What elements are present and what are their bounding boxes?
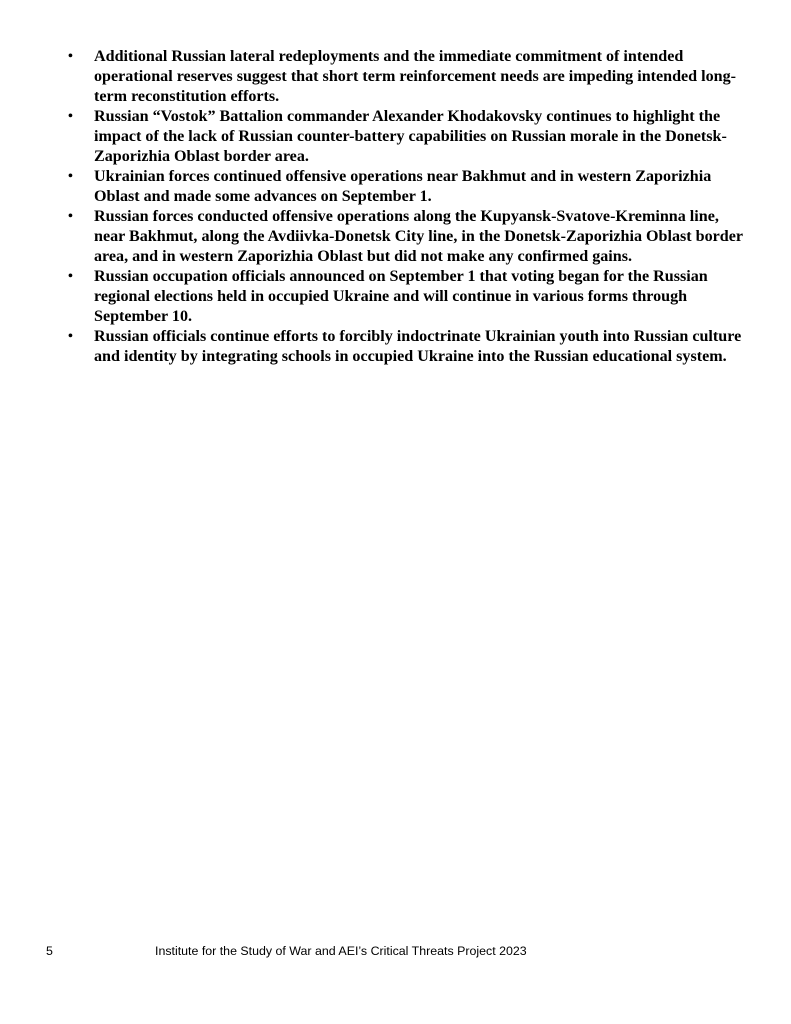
bullet-icon: • bbox=[68, 169, 73, 184]
list-item bbox=[66, 327, 746, 367]
list-item bbox=[66, 267, 746, 327]
page-footer bbox=[0, 943, 791, 963]
list-item bbox=[66, 167, 746, 207]
list-item bbox=[66, 107, 746, 167]
bullet-icon: • bbox=[68, 329, 73, 344]
bullet-icon: • bbox=[68, 209, 73, 224]
bullet-icon: • bbox=[68, 109, 73, 124]
list-item bbox=[66, 207, 746, 267]
footer-text: Institute for the Study of War and AEI’s Critical Threats Project 2023 bbox=[155, 944, 527, 958]
key-takeaways-list bbox=[66, 47, 746, 367]
list-item-text: Russian officials continue efforts to forcibly indoctrinate Ukrainian youth into Russian culture and identity by integrating schools in occupied Ukraine into the Russian educational system. bbox=[94, 328, 742, 365]
list-item-text: Russian “Vostok” Battalion commander Alexander Khodakovsky continues to highlight the impact of the lack of Russian counter-battery capabilities on Russian morale in the Donetsk-Zaporizhia Oblast border area. bbox=[94, 108, 727, 165]
bullet-icon: • bbox=[68, 269, 73, 284]
list-item-text: Russian occupation officials announced on September 1 that voting began for the Russian regional elections held in occupied Ukraine and will continue in various forms through September 10. bbox=[94, 268, 708, 325]
list-item-text: Ukrainian forces continued offensive operations near Bakhmut and in western Zaporizhia Oblast and made some advances on September 1. bbox=[94, 168, 712, 205]
bullet-icon: • bbox=[68, 49, 73, 64]
list-item bbox=[66, 47, 746, 107]
list-item-text: Russian forces conducted offensive operations along the Kupyansk-Svatove-Kreminna line, near Bakhmut, along the Avdiivka-Donetsk City line, in the Donetsk-Zaporizhia Oblast border area, and in western Zaporizhia Oblast but did not make any confirmed gains. bbox=[94, 208, 743, 265]
page-number: 5 bbox=[46, 944, 53, 958]
list-item-text: Additional Russian lateral redeployments and the immediate commitment of intended operational reserves suggest that short term reinforcement needs are impeding intended long-term reconstitution efforts. bbox=[94, 48, 737, 105]
